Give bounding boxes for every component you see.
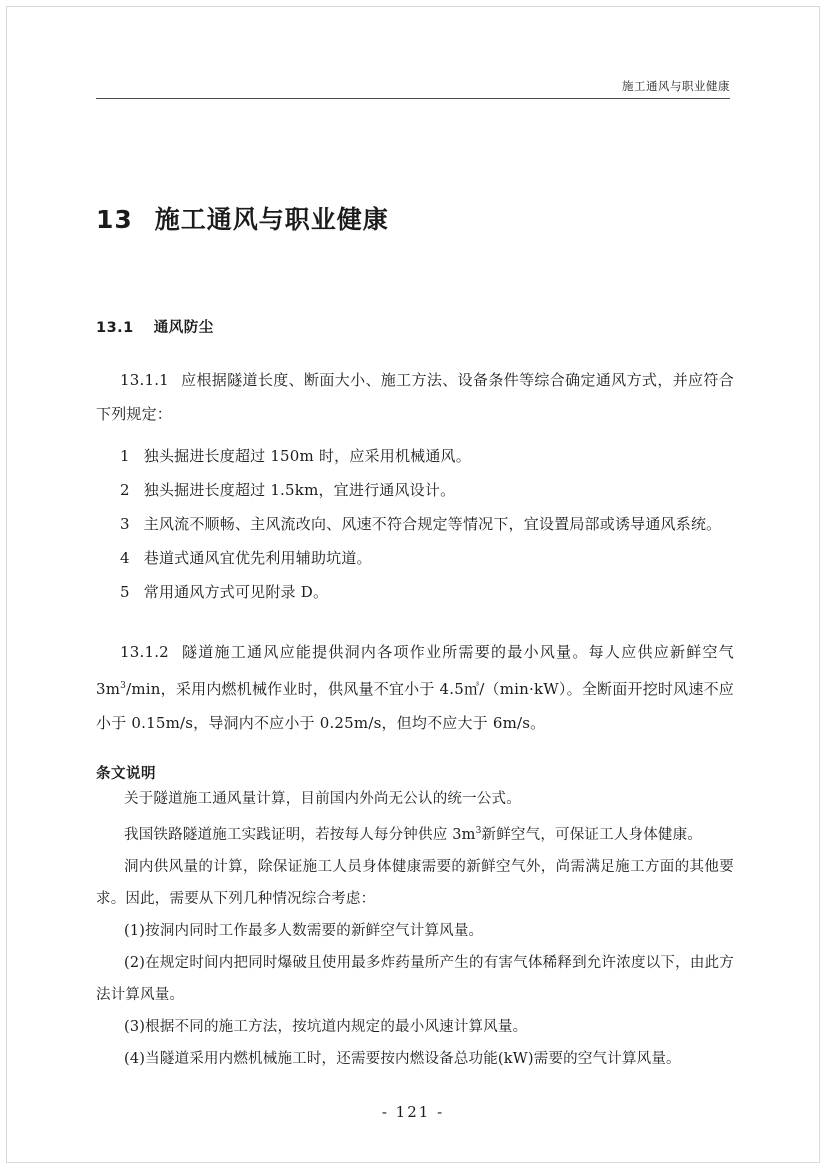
clause-number: 13.1.1 bbox=[120, 371, 169, 389]
chapter-number: 13 bbox=[96, 205, 133, 234]
item-text: 巷道式通风宜优先利用辅助坑道。 bbox=[143, 549, 372, 567]
explanation-paragraph: 关于隧道施工通风量计算，目前国内外尚无公认的统一公式。 bbox=[124, 791, 521, 807]
item-number: 4 bbox=[120, 549, 130, 567]
chapter-heading bbox=[96, 200, 734, 236]
clause-13-1-2 bbox=[96, 635, 734, 740]
item-number: 3 bbox=[120, 515, 130, 533]
page-content bbox=[96, 200, 734, 1075]
section-title: 通风防尘 bbox=[153, 320, 214, 336]
section-heading bbox=[96, 316, 734, 337]
explanation-paragraph bbox=[96, 815, 734, 851]
list-item bbox=[96, 507, 734, 541]
explanation-paragraph: (4)当隧道采用内燃机械施工时，还需要按内燃设备总功能(kW)需要的空气计算风量。 bbox=[124, 1050, 681, 1067]
item-text: 常用通风方式可见附录 D。 bbox=[143, 583, 329, 601]
superscript-exponent: 3 bbox=[120, 681, 127, 691]
header-divider bbox=[96, 98, 730, 99]
explanation-paragraph: (1)按洞内同时工作最多人数需要的新鲜空气计算风量。 bbox=[124, 922, 484, 939]
explanation-paragraph: (2)在规定时间内把同时爆破且使用最多炸药量所产生的有害气体稀释到允许浓度以下，由此方法计算风量。 bbox=[96, 954, 734, 1003]
item-number: 1 bbox=[120, 447, 130, 465]
explanation-paragraph: 洞内供风量的计算，除保证施工人员身体健康需要的新鲜空气外，尚需满足施工方面的其他要求。因此，需要从下列几种情况综合考虑： bbox=[96, 858, 734, 907]
paragraph-text-part2: 新鲜空气，可保证工人身体健康。 bbox=[481, 826, 703, 843]
item-text: 主风流不顺畅、主风流改向、风速不符合规定等情况下，宜设置局部或诱导通风系统。 bbox=[143, 515, 722, 533]
list-item bbox=[96, 575, 734, 609]
explanation-heading: 条文说明 bbox=[96, 765, 156, 782]
page-header bbox=[96, 78, 730, 100]
clause-text-part1: 隧道施工通风应能提供洞内各项作业所需要的最小风量。每人应供应新鲜空气 3m bbox=[96, 643, 734, 698]
superscript-exponent: 3 bbox=[475, 826, 482, 836]
section-number: 13.1 bbox=[96, 320, 134, 336]
paragraph-text-part1: 我国铁路隧道施工实践证明，若按每人每分钟供应 3m bbox=[124, 826, 476, 843]
item-text: 独头掘进长度超过 1.5km，宜进行通风设计。 bbox=[143, 481, 456, 499]
item-number: 2 bbox=[120, 481, 130, 499]
list-item bbox=[96, 541, 734, 575]
list-item bbox=[96, 473, 734, 507]
item-text: 独头掘进长度超过 150m 时，应采用机械通风。 bbox=[143, 447, 471, 465]
running-header-title: 施工通风与职业健康 bbox=[622, 79, 730, 93]
clause-number: 13.1.2 bbox=[120, 643, 169, 661]
clause-text-part2: /min，采用内燃机械作业时，供风量不宜小于 4.5㎥/（min·kW）。全断面开挖时风速不应小于 0.15m/s，导洞内不应小于 0.25m/s，但均不应大于 6m/s。 bbox=[96, 680, 734, 732]
list-item bbox=[96, 439, 734, 473]
page-number: - 121 - bbox=[381, 1103, 445, 1121]
clause-text: 应根据隧道长度、断面大小、施工方法、设备条件等综合确定通风方式，并应符合下列规定： bbox=[96, 371, 734, 423]
clause-13-1-1 bbox=[96, 363, 734, 431]
chapter-title: 施工通风与职业健康 bbox=[154, 205, 389, 234]
explanation-paragraph: (3)根据不同的施工方法，按坑道内规定的最小风速计算风量。 bbox=[124, 1018, 528, 1035]
item-number: 5 bbox=[120, 583, 130, 601]
